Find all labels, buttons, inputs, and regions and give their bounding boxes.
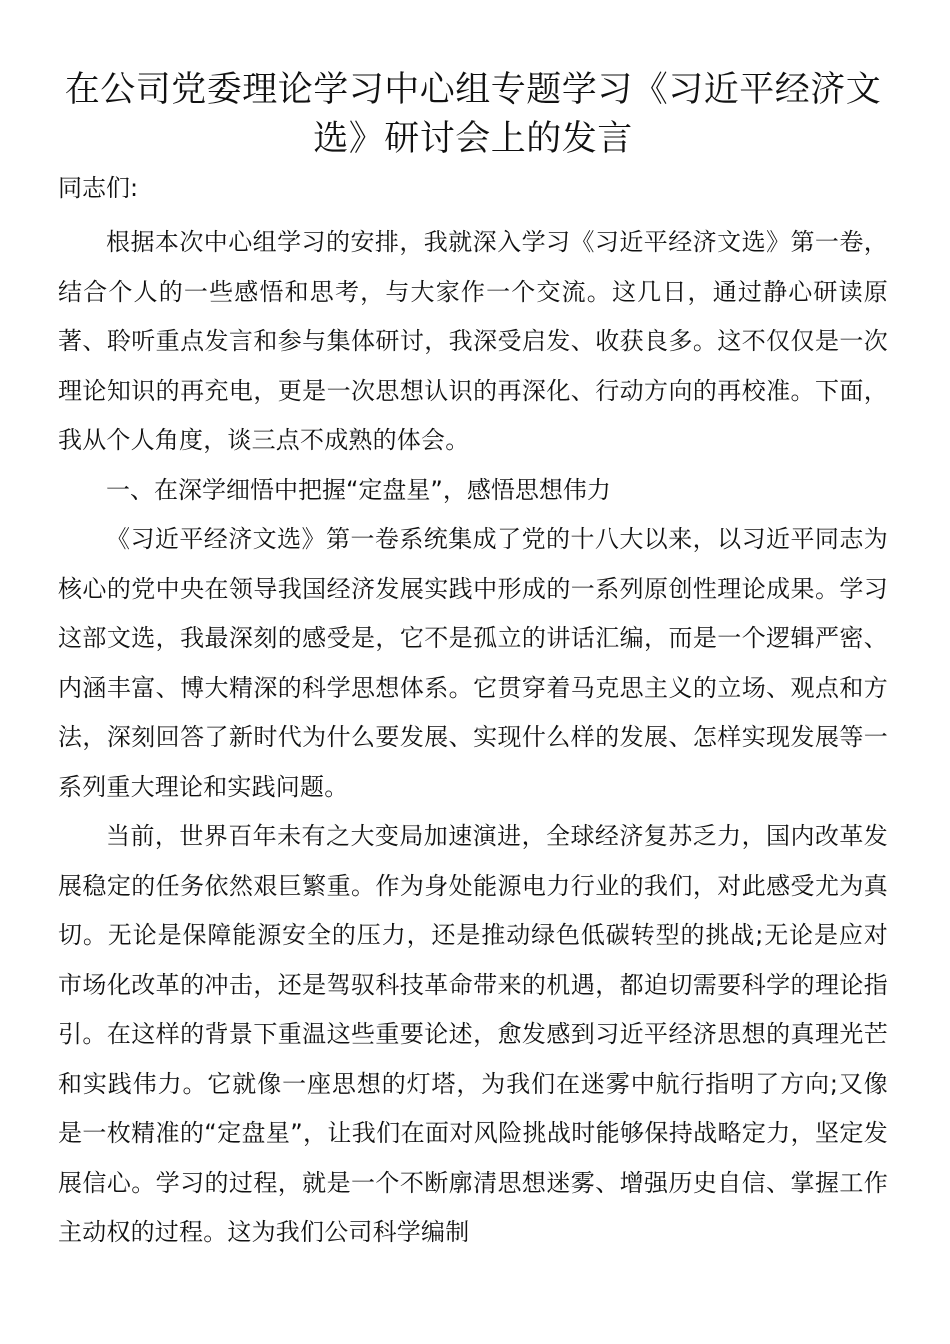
salutation: 同志们: [58,174,139,202]
paragraph-section1-body: 《习近平经济文选》第一卷系统集成了党的十八大以来，以习近平同志为核心的党中央在领导我国经济发展实践中形成的一系列原创性理论成果。学习这部文选，我最深刻的感受是，它不是孤立的讲话汇编，而是一个逻辑严密、内涵丰富、博大精深的科学思想体系。它贯穿着马克思主义的立场、观点和方法，深刻回答了新时代为什么要发展、实现什么样的发展、怎样实现发展等一系列重大理论和实践问题。 [58,525,888,801]
paragraph-intro: 根据本次中心组学习的安排，我就深入学习《习近平经济文选》第一卷，结合个人的一些感悟和思考，与大家作一个交流。这几日，通过静心研读原著、聆听重点发言和参与集体研讨，我深受启发、收获良多。这不仅仅是一次理论知识的再充电，更是一次思想认识的再深化、行动方向的再校准。下面，我从个人角度，谈三点不成熟的体会。 [58,228,888,454]
section-heading-1: 一、在深学细悟中把握“定盘星”，感悟思想伟力 [106,475,611,504]
paragraph-section1-context: 当前，世界百年未有之大变局加速演进，全球经济复苏乏力，国内改革发展稳定的任务依然艰巨繁重。作为身处能源电力行业的我们，对此感受尤为真切。无论是保障能源安全的压力，还是推动绿色低碳转型的挑战;无论是应对市场化改革的冲击，还是驾驭科技革命带来的机遇，都迫切需要科学的理论指引。在这样的背景下重温这些重要论述，愈发感到习近平经济思想的真理光芒和实践伟力。它就像一座思想的灯塔，为我们在迷雾中航行指明了方向;又像是一枚精准的“定盘星”，让我们在面对风险挑战时能够保持战略定力，坚定发展信心。学习的过程，就是一个不断廓清思想迷雾、增强历史自信、掌握工作主动权的过程。这为我们公司科学编制 [58,822,888,1246]
document-title: 在公司党委理论学习中心组专题学习《习近平经济文选》研讨会上的发言 [64,70,882,159]
